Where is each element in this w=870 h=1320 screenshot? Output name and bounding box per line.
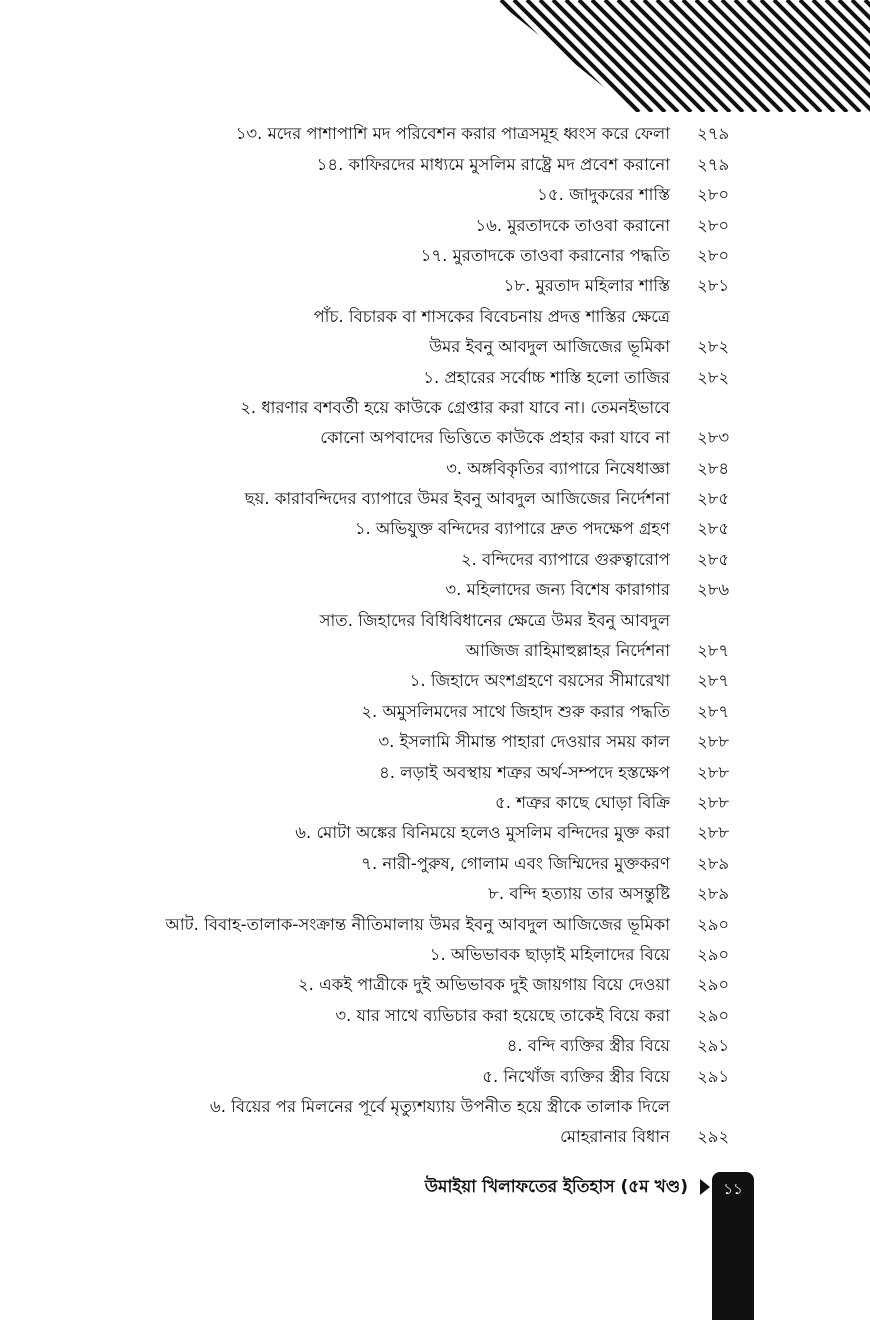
triangle-right-icon (700, 1179, 710, 1195)
toc-entry-page: ২৮৫ (697, 489, 730, 509)
toc-entry-title: সাত. জিহাদের বিধিবিধানের ক্ষেত্রে উমর ইবনু আবদুল (319, 610, 670, 630)
toc-row (100, 454, 740, 484)
toc-entry-page: ২৮৬ (697, 580, 730, 600)
toc-entry-page: ২৮০ (697, 185, 730, 205)
toc-row (100, 1001, 740, 1031)
toc-row (100, 1093, 740, 1123)
stripe-line (495, 0, 548, 112)
toc-entry-title: ছয়. কারাবন্দিদের ব্যাপারে উমর ইবনু আবদুল আজিজের নির্দেশনা (244, 489, 670, 509)
toc-row (100, 363, 740, 393)
toc-entry-title: ১৮. মুরতাদ মহিলার শাস্তি (503, 276, 670, 296)
toc-entry-title: ৬. মোটা অঙ্কের বিনিময়ে হলেও মুসলিম বন্দিদের মুক্ত করা (295, 823, 670, 843)
toc-entry-page: ২৮৮ (697, 792, 730, 812)
toc-entry-page: ২৮৮ (697, 762, 730, 782)
toc-entry-title: ৫. শত্রুর কাছে ঘোড়া বিক্রি (495, 792, 670, 812)
toc-entry-title: ৬. বিয়ের পর মিলনের পূর্বে মৃত্যুশয্যায় উপনীত হয়ে স্ত্রীকে তালাক দিলে (209, 1096, 670, 1116)
toc-entry-page: ২৮৫ (697, 519, 730, 539)
page-number: ১১ (723, 1180, 743, 1198)
toc-entry-title: ১. প্রহারের সর্বোচ্চ শাস্তি হলো তাজির (423, 367, 670, 387)
toc-entry-page: ২৮৫ (697, 549, 730, 569)
toc-row (100, 971, 740, 1001)
toc-entry-title: ৩. মহিলাদের জন্য বিশেষ কারাগার (445, 580, 670, 600)
toc-entry-title: ১৬. মুরতাদকে তাওবা করানো (475, 215, 670, 235)
toc-row (100, 485, 740, 515)
toc-entry-page: ২৮৭ (697, 701, 730, 721)
toc-entry-page: ২৮৮ (697, 823, 730, 843)
corner-stripes-decoration (495, 0, 870, 112)
toc-entry-page: ২৯১ (697, 1036, 730, 1056)
toc-entry-title: কোনো অপবাদের ভিত্তিতে কাউকে প্রহার করা যাবে না (320, 428, 670, 448)
page-number-tab (712, 1172, 754, 1320)
stripe-line (495, 0, 509, 112)
toc-row (100, 272, 740, 302)
toc-entry-title: ২. অমুসলিমদের সাথে জিহাদ শুরু করার পদ্ধতি (361, 701, 670, 721)
toc-row (100, 637, 740, 667)
toc-row (100, 1123, 740, 1153)
toc-entry-page: ২৯২ (697, 1127, 730, 1147)
toc-entry-title: পাঁচ. বিচারক বা শাসকের বিবেচনায় প্রদত্ত শাস্তির ক্ষেত্রে (313, 306, 670, 326)
toc-entry-page: ২৮৭ (697, 641, 730, 661)
toc-entry-page: ২৭৯ (697, 154, 730, 174)
toc-entry-title: ২. বন্দিদের ব্যাপারে গুরুত্বারোপ (460, 549, 670, 569)
toc-row (100, 120, 740, 150)
toc-entry-page: ২৮২ (697, 337, 730, 357)
toc-entry-page: ২৮৭ (697, 671, 730, 691)
toc-entry-page: ২৮৯ (697, 853, 730, 873)
toc-entry-title: ২. ধারণার বশবর্তী হয়ে কাউকে গ্রেপ্তার করা যাবে না। তেমনইভাবে (240, 397, 670, 417)
toc-entry-page: ২৮৮ (697, 732, 730, 752)
toc-entry-page: ২৯০ (697, 1005, 730, 1025)
toc-row (100, 849, 740, 879)
toc-row (100, 150, 740, 180)
toc-entry-title: ১. অভিযুক্ত বন্দিদের ব্যাপারে দ্রুত পদক্ষেপ গ্রহণ (354, 519, 670, 539)
toc-row (100, 181, 740, 211)
toc-row (100, 394, 740, 424)
toc-row (100, 697, 740, 727)
toc-entry-page: ২৮০ (697, 215, 730, 235)
toc-row (100, 728, 740, 758)
toc-entry-title: উমর ইবনু আবদুল আজিজের ভূমিকা (429, 337, 670, 357)
toc-entry-title: ১৪. কাফিরদের মাধ্যমে মুসলিম রাষ্ট্রে মদ প্রবেশ করানো (316, 154, 670, 174)
toc-entry-title: ৩. ইসলামি সীমান্ত পাহারা দেওয়ার সময় কাল (378, 732, 670, 752)
toc-entry-page: ২৮৪ (697, 458, 730, 478)
toc-row (100, 302, 740, 332)
toc-entry-page: ২৮১ (697, 276, 730, 296)
page-footer (300, 1170, 710, 1204)
toc-entry-page: ২৭৯ (697, 124, 730, 144)
toc-entry-title: মোহরানার বিধান (560, 1127, 670, 1147)
toc-row (100, 941, 740, 971)
toc-row (100, 424, 740, 454)
toc-row (100, 819, 740, 849)
toc-row (100, 576, 740, 606)
stripe-line (800, 0, 870, 112)
toc-entry-page: ২৯০ (697, 914, 730, 934)
toc-entry-page: ২৮৩ (697, 428, 730, 448)
toc-entry-title: ১৫. জাদুকরের শাস্তি (537, 185, 670, 205)
toc-entry-title: ১৭. মুরতাদকে তাওবা করানোর পদ্ধতি (420, 245, 670, 265)
toc-row (100, 1032, 740, 1062)
toc-row (100, 910, 740, 940)
toc-entry-title: ১. অভিভাবক ছাড়াই মহিলাদের বিয়ে (429, 944, 670, 964)
toc-entry-page: ২৮২ (697, 367, 730, 387)
toc-entry-title: ৮. বন্দি হত্যায় তার অসন্তুষ্টি (488, 884, 670, 904)
toc-row (100, 880, 740, 910)
toc-entry-title: ৪. লড়াই অবস্থায় শত্রুর অর্থ-সম্পদে হস্তক্ষেপ (379, 762, 670, 782)
toc-entry-page: ২৯০ (697, 944, 730, 964)
toc-entry-title: ২. একই পাত্রীকে দুই অভিভাবক দুই জায়গায় বিয়ে দেওয়া (297, 975, 670, 995)
toc-entry-title: ৪. বন্দি ব্যক্তির স্ত্রীর বিয়ে (506, 1036, 670, 1056)
toc-entry-title: আজিজ রাহিমাহুল্লাহর নির্দেশনা (465, 641, 670, 661)
toc-row (100, 758, 740, 788)
toc-row (100, 333, 740, 363)
toc-entry-title: ৫. নিখোঁজ ব্যক্তির স্ত্রীর বিয়ে (482, 1066, 670, 1086)
toc-entry-page: ২৯১ (697, 1066, 730, 1086)
toc-row (100, 242, 740, 272)
toc-row (100, 545, 740, 575)
toc-entry-title: ৭. নারী-পুরুষ, গোলাম এবং জিম্মিদের মুক্তকরণ (361, 853, 670, 873)
toc-entry-page: ২৮০ (697, 245, 730, 265)
toc-entry-title: আট. বিবাহ-তালাক-সংক্রান্ত নীতিমালায় উমর ইবনু আবদুল আজিজের ভূমিকা (165, 914, 670, 934)
toc-row (100, 789, 740, 819)
table-of-contents (100, 120, 740, 1153)
book-title: উমাইয়া খিলাফতের ইতিহাস (৫ম খণ্ড) (424, 1177, 688, 1197)
toc-entry-title: ৩. যার সাথে ব্যভিচার করা হয়েছে তাকেই বিয়ে করা (335, 1005, 670, 1025)
toc-row (100, 515, 740, 545)
toc-row (100, 667, 740, 697)
toc-entry-page: ২৮৯ (697, 884, 730, 904)
toc-entry-page: ২৯০ (697, 975, 730, 995)
toc-row (100, 606, 740, 636)
toc-row (100, 211, 740, 241)
stripe-line (495, 0, 496, 112)
toc-entry-title: ১৩. মদের পাশাপাশি মদ পরিবেশন করার পাত্রসমূহ ধ্বংস করে ফেলা (235, 124, 670, 144)
stripe-line (495, 0, 574, 112)
toc-row (100, 1062, 740, 1092)
toc-entry-title: ৩. অঙ্গবিকৃতির ব্যাপারে নিষেধাজ্ঞা (446, 458, 670, 478)
toc-entry-title: ১. জিহাদে অংশগ্রহণে বয়সের সীমারেখা (409, 671, 670, 691)
